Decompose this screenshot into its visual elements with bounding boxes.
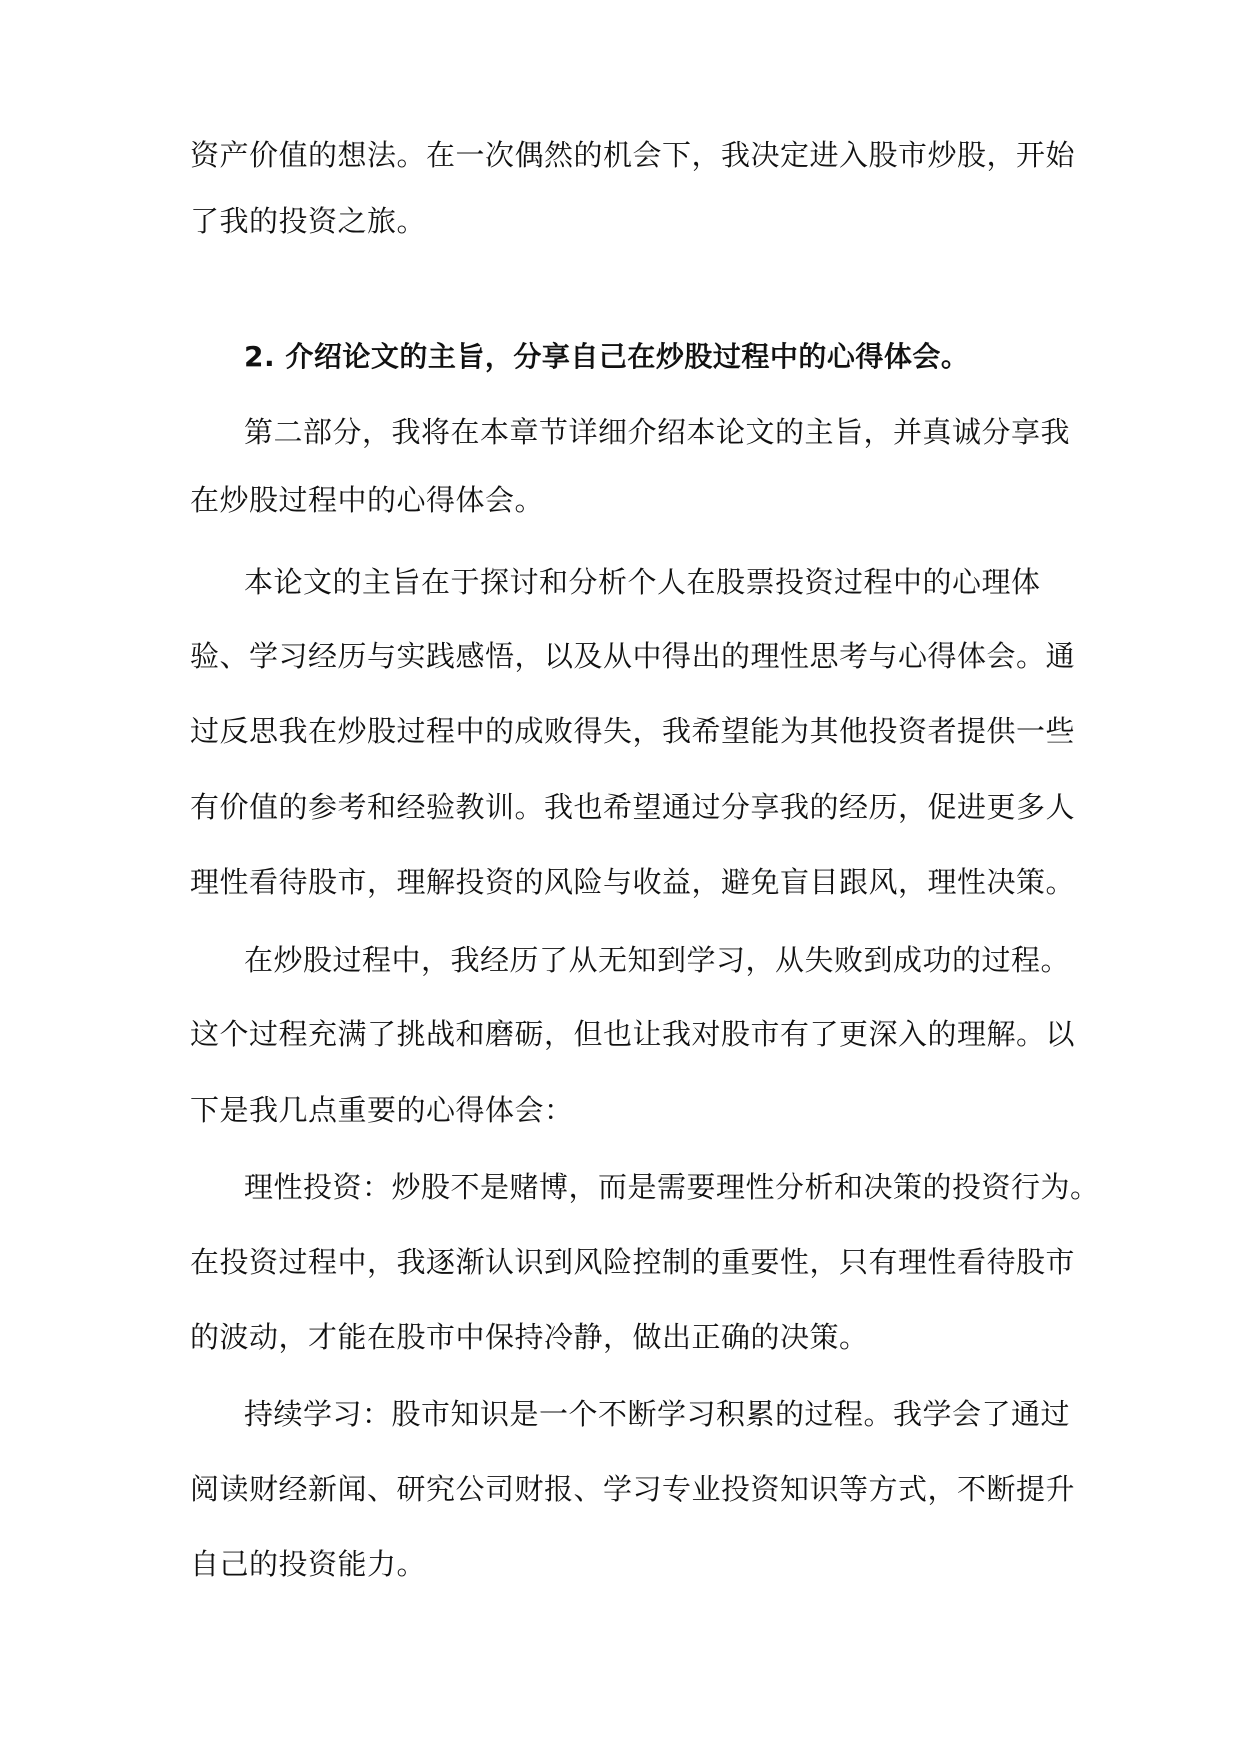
paragraph-line: 在炒股过程中的心得体会。 [190,483,545,517]
paragraph-line: 第二部分，我将在本章节详细介绍本论文的主旨，并真诚分享我 [244,415,1071,449]
paragraph-line: 的波动，才能在股市中保持冷静，做出正确的决策。 [190,1320,869,1354]
section-heading: 2. 介绍论文的主旨，分享自己在炒股过程中的心得体会。 [244,340,970,373]
paragraph-line: 了我的投资之旅。 [190,204,427,238]
paragraph-line: 在炒股过程中，我经历了从无知到学习，从失败到成功的过程。 [244,943,1071,977]
paragraph-line: 本论文的主旨在于探讨和分析个人在股票投资过程中的心理体 [244,565,1041,599]
paragraph-line: 持续学习：股市知识是一个不断学习积累的过程。我学会了通过 [244,1397,1071,1431]
paragraph-line: 有价值的参考和经验教训。我也希望通过分享我的经历，促进更多人 [190,790,1076,824]
paragraph-line: 理性投资：炒股不是赌博，而是需要理性分析和决策的投资行为。 [244,1170,1100,1204]
paragraph-line: 阅读财经新闻、研究公司财报、学习专业投资知识等方式，不断提升 [190,1472,1076,1506]
paragraph-line: 验、学习经历与实践感悟，以及从中得出的理性思考与心得体会。通 [190,639,1076,673]
paragraph-line: 这个过程充满了挑战和磨砺，但也让我对股市有了更深入的理解。以 [190,1017,1076,1051]
paragraph-line: 自己的投资能力。 [190,1547,427,1581]
paragraph-line: 过反思我在炒股过程中的成败得失，我希望能为其他投资者提供一些 [190,714,1076,748]
paragraph-line: 资产价值的想法。在一次偶然的机会下，我决定进入股市炒股，开始 [190,138,1076,172]
paragraph-line: 下是我几点重要的心得体会： [190,1093,574,1127]
paragraph-line: 理性看待股市，理解投资的风险与收益，避免盲目跟风，理性决策。 [190,865,1076,899]
paragraph-line: 在投资过程中，我逐渐认识到风险控制的重要性，只有理性看待股市 [190,1245,1076,1279]
